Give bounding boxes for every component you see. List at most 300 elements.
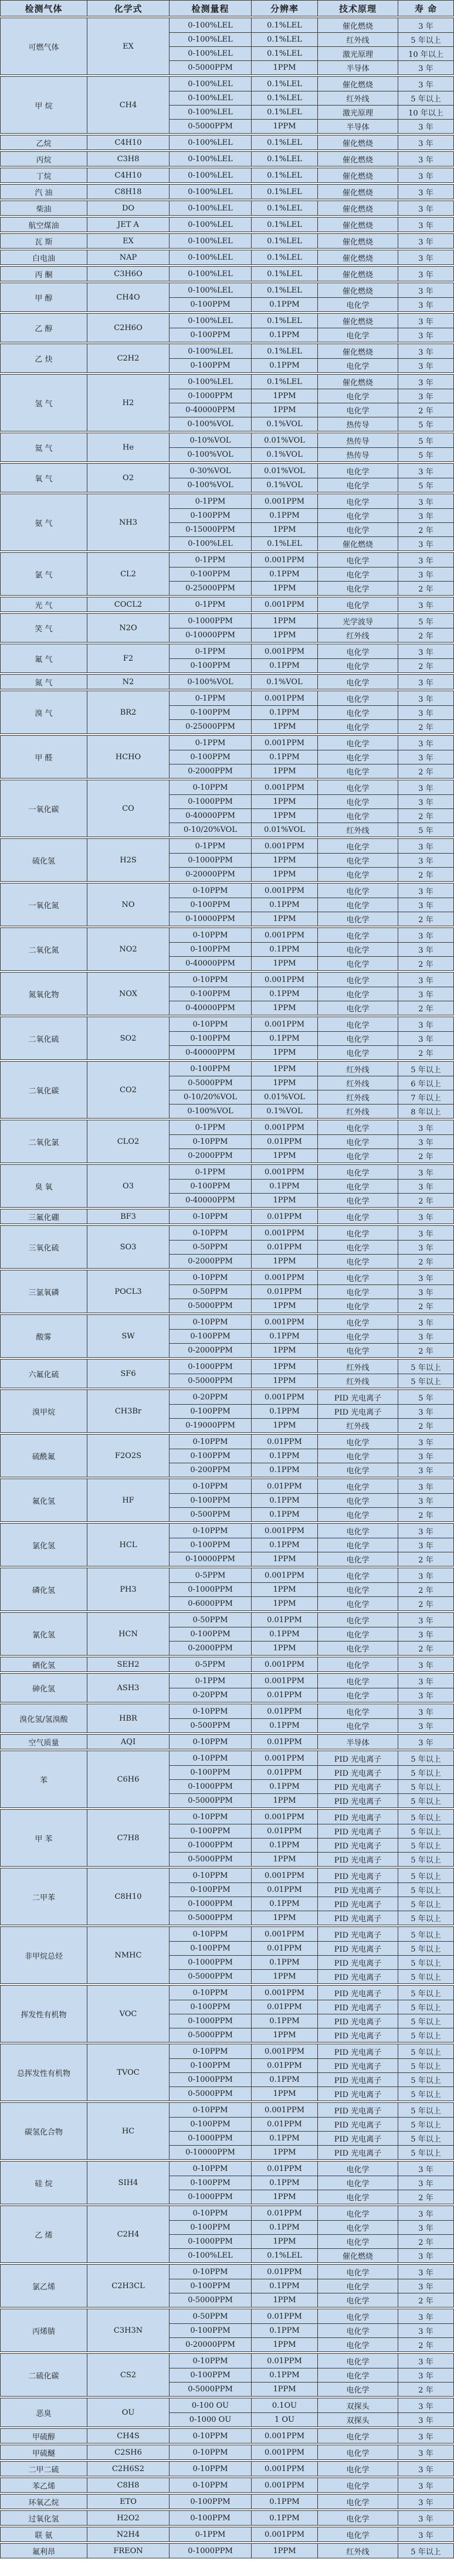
formula-cell: SEH2	[87, 1657, 169, 1671]
lifespan-cell: 3 年	[398, 2429, 453, 2443]
lifespan-cell: 3 年	[398, 1270, 453, 1284]
gas-group	[0, 1270, 454, 1313]
range-cell: 0-40000PPM	[169, 1045, 251, 1059]
principle-cell: 催化燃烧	[317, 536, 398, 550]
principle-cell: PID 光电离子	[317, 1852, 398, 1866]
formula-cell: AQI	[87, 1735, 169, 1749]
formula-cell: PH3	[87, 1568, 169, 1610]
gas-group	[0, 494, 454, 551]
resolution-cell: 0.001PPM	[251, 644, 317, 658]
principle-cell: 电化学	[317, 1134, 398, 1148]
resolution-cell: 0.001PPM	[251, 691, 317, 705]
range-cell: 0-1PPM	[169, 839, 251, 853]
principle-cell: 红外线	[317, 1062, 398, 1076]
resolution-cell: 0.1%VOL	[251, 1104, 317, 1118]
formula-cell: EX	[87, 234, 169, 248]
principle-cell: 电化学	[317, 494, 398, 508]
gas-name-cell: 六氟化硫	[28, 1370, 59, 1379]
principle-cell: 电化学	[317, 2462, 398, 2476]
principle-cell: 红外线	[317, 91, 398, 105]
lifespan-cell: 3 年	[398, 389, 453, 403]
lifespan-cell: 5 年以上	[398, 91, 453, 105]
range-cell: 0-100PPM	[169, 1404, 251, 1418]
resolution-cell: 0.1PPM	[251, 2072, 317, 2086]
range-cell: 0-20PPM	[169, 1688, 251, 1702]
formula-cell: DO	[87, 201, 169, 215]
formula-cell: C6H6	[87, 1751, 169, 1807]
lifespan-cell: 5 年以上	[398, 1941, 453, 1955]
formula-cell: CO	[87, 780, 169, 837]
gas-group	[0, 674, 454, 689]
gas-name-cell: 可燃气体	[28, 43, 59, 52]
gas-group	[0, 233, 454, 249]
lifespan-cell: 2 年	[398, 808, 453, 823]
gas-group	[0, 266, 454, 281]
resolution-cell: 0.01%VOL	[251, 1090, 317, 1104]
lifespan-cell: 2 年	[398, 1582, 453, 1596]
range-cell: 0-20PPM	[169, 1390, 251, 1404]
resolution-cell: 1PPM	[251, 1254, 317, 1268]
formula-cell: SW	[87, 1315, 169, 1357]
principle-cell: 电化学	[317, 1552, 398, 1566]
gas-group	[0, 217, 454, 232]
principle-cell: 电化学	[317, 1463, 398, 1477]
resolution-cell: 0.1PPM	[251, 508, 317, 522]
range-cell: 0-2000PPM	[169, 1254, 251, 1268]
resolution-cell: 1PPM	[251, 1641, 317, 1655]
formula-cell: JET A	[87, 218, 169, 232]
formula-cell: CLO2	[87, 1120, 169, 1163]
range-cell: 0-1PPM	[169, 1120, 251, 1134]
formula-cell: CH4	[87, 77, 169, 133]
range-cell: 0-5000PPM	[169, 1299, 251, 1313]
gas-group	[0, 1612, 454, 1656]
principle-cell: 电化学	[317, 912, 398, 926]
resolution-cell: 0.001PPM	[251, 553, 317, 567]
principle-cell: PID 光电离子	[317, 2103, 398, 2117]
principle-cell: 催化燃烧	[317, 2248, 398, 2262]
principle-cell: 电化学	[317, 808, 398, 823]
principle-cell: PID 光电离子	[317, 1911, 398, 1925]
lifespan-cell: 3 年	[398, 1568, 453, 1582]
resolution-cell: 0.1PPM	[251, 567, 317, 581]
gas-group	[0, 151, 454, 166]
lifespan-cell: 3 年	[398, 2248, 453, 2262]
range-cell: 0-100PPM	[169, 2220, 251, 2234]
resolution-cell: 0.001PPM	[251, 597, 317, 611]
formula-cell: NOX	[87, 973, 169, 1015]
formula-cell: He	[87, 433, 169, 461]
lifespan-cell: 3 年	[398, 1315, 453, 1329]
lifespan-cell: 3 年	[398, 283, 453, 297]
formula-cell: CO2	[87, 1062, 169, 1118]
range-cell: 0-100PPM	[169, 1882, 251, 1897]
lifespan-cell: 3 年	[398, 250, 453, 264]
resolution-cell: 0.1PPM	[251, 328, 317, 342]
range-cell: 0-100%LEL	[169, 201, 251, 215]
gas-name-cell: 乙烷	[36, 139, 52, 148]
gas-name-cell: 硒化氢	[32, 1661, 55, 1670]
lifespan-cell: 3 年	[398, 644, 453, 658]
resolution-cell: 0.001PPM	[251, 1927, 317, 1941]
lifespan-cell: 3 年	[398, 464, 453, 478]
formula-cell: BF3	[87, 1209, 169, 1224]
lifespan-cell: 3 年	[398, 152, 453, 166]
lifespan-cell: 5 年以上	[398, 2145, 453, 2159]
principle-cell: 电化学	[317, 2478, 398, 2492]
range-cell: 0-10PPM	[169, 1134, 251, 1148]
resolution-cell: 0.1%LEL	[251, 283, 317, 297]
resolution-cell: 0.1PPM	[251, 1897, 317, 1911]
principle-cell: 红外线	[317, 628, 398, 642]
range-cell: 0-100PPM	[169, 987, 251, 1001]
range-cell: 0-100%LEL	[169, 250, 251, 264]
range-cell: 0-2000PPM	[169, 1148, 251, 1163]
gas-group	[0, 1061, 454, 1119]
lifespan-cell: 3 年	[398, 987, 453, 1001]
formula-cell: ETO	[87, 2495, 169, 2509]
formula-cell: H2O2	[87, 2511, 169, 2525]
lifespan-cell: 3 年	[398, 1240, 453, 1254]
header-cell-resolution: 分辨率	[251, 1, 317, 16]
gas-group	[0, 2161, 454, 2204]
range-cell: 0-1PPM	[169, 1674, 251, 1688]
range-cell: 0-100%LEL	[169, 344, 251, 358]
gas-name-cell: 氟 气	[35, 655, 53, 664]
principle-cell: PID 光电离子	[317, 1765, 398, 1779]
resolution-cell: 0.1%LEL	[251, 91, 317, 105]
range-cell: 0-100%LEL	[169, 185, 251, 199]
principle-cell: 电化学	[317, 1209, 398, 1224]
gas-group	[0, 1734, 454, 1749]
principle-cell: 电化学	[317, 553, 398, 567]
principle-cell: 电化学	[317, 1641, 398, 1655]
gas-group	[0, 1523, 454, 1566]
principle-cell: 红外线	[317, 2544, 398, 2558]
formula-cell: C3H6O	[87, 267, 169, 281]
range-cell: 0-200PPM	[169, 1463, 251, 1477]
principle-cell: 电化学	[317, 750, 398, 764]
gas-group	[0, 1389, 454, 1433]
principle-cell: 电化学	[317, 2220, 398, 2234]
resolution-cell: 0.001PPM	[251, 839, 317, 853]
range-cell: 0-1000PPM	[169, 2072, 251, 2086]
range-cell: 0-2000PPM	[169, 764, 251, 778]
lifespan-cell: 3 年	[398, 18, 453, 32]
resolution-cell: 1PPM	[251, 808, 317, 823]
resolution-cell: 0.001PPM	[251, 494, 317, 508]
lifespan-cell: 3 年	[398, 2265, 453, 2279]
gas-group	[0, 691, 454, 734]
principle-cell: 双探头	[317, 2412, 398, 2427]
lifespan-cell: 3 年	[398, 2309, 453, 2323]
formula-cell: F2O2S	[87, 1435, 169, 1477]
resolution-cell: 1PPM	[251, 2234, 317, 2248]
formula-cell: C2H6S2	[87, 2462, 169, 2476]
lifespan-cell: 5 年以上	[398, 1838, 453, 1852]
gas-name-cell: 一氧化碳	[28, 805, 59, 814]
formula-cell: C2H6O	[87, 314, 169, 342]
resolution-cell: 0.1PPM	[251, 987, 317, 1001]
resolution-cell: 1PPM	[251, 2086, 317, 2101]
gas-group	[0, 1809, 454, 1867]
gas-name-cell: 酸雾	[36, 1333, 52, 1342]
lifespan-cell: 2 年	[398, 658, 453, 672]
lifespan-cell: 2 年	[398, 764, 453, 778]
gas-name-cell: 丙烷	[36, 155, 52, 165]
range-cell: 0-100%VOL	[169, 447, 251, 461]
principle-cell: PID 光电离子	[317, 2131, 398, 2145]
range-cell: 0-100PPM	[169, 1538, 251, 1552]
range-cell: 0-10PPM	[169, 1810, 251, 1824]
gas-name-cell: 一氧化氮	[28, 901, 59, 910]
principle-cell: 光学波导	[317, 614, 398, 628]
lifespan-cell: 5 年以上	[398, 1852, 453, 1866]
lifespan-cell: 3 年	[398, 77, 453, 91]
principle-cell: 催化燃烧	[317, 250, 398, 264]
resolution-cell: 0.001PPM	[251, 928, 317, 942]
resolution-cell: 1PPM	[251, 1299, 317, 1313]
range-cell: 0-5000PPM	[169, 1852, 251, 1866]
resolution-cell: 0.01PPM	[251, 1240, 317, 1254]
range-cell: 0-5000PPM	[169, 2382, 251, 2396]
principle-cell: 电化学	[317, 839, 398, 853]
lifespan-cell: 5 年以上	[398, 2544, 453, 2558]
formula-cell: TVOC	[87, 2044, 169, 2101]
principle-cell: 电化学	[317, 794, 398, 808]
range-cell: 0-100%LEL	[169, 18, 251, 32]
range-cell: 0-100%LEL	[169, 375, 251, 389]
lifespan-cell: 2 年	[398, 1552, 453, 1566]
resolution-cell: 0.001PPM	[251, 736, 317, 750]
resolution-cell: 0.1PPM	[251, 1507, 317, 1521]
formula-cell: ASH3	[87, 1674, 169, 1702]
resolution-cell: 0.1%LEL	[251, 218, 317, 232]
gas-group	[0, 2494, 454, 2509]
resolution-cell: 1PPM	[251, 1193, 317, 1207]
gas-name-cell: 丙烯腈	[32, 2327, 55, 2336]
formula-cell: C4H10	[87, 168, 169, 182]
gas-group	[0, 644, 454, 673]
principle-cell: 激光原理	[317, 46, 398, 60]
gas-name-cell: 甲硫醇	[32, 2432, 55, 2442]
lifespan-cell: 5 年以上	[398, 2044, 453, 2058]
gas-name-cell: 氰化氢	[32, 1630, 55, 1640]
resolution-cell: 0.01PPM	[251, 2117, 317, 2131]
range-cell: 0-100PPM	[169, 2495, 251, 2509]
range-cell: 0-100%LEL	[169, 2248, 251, 2262]
lifespan-cell: 5 年	[398, 433, 453, 447]
formula-cell: VOC	[87, 1986, 169, 2042]
range-cell: 0-10PPM	[169, 1704, 251, 1718]
principle-cell: 电化学	[317, 1657, 398, 1671]
formula-cell: HCHO	[87, 736, 169, 778]
range-cell: 0-10PPM	[169, 1479, 251, 1493]
lifespan-cell: 5 年	[398, 417, 453, 431]
gas-name-cell: 航空煤油	[28, 221, 59, 230]
principle-cell: 催化燃烧	[317, 218, 398, 232]
principle-cell: 电化学	[317, 2265, 398, 2279]
resolution-cell: 0.01PPM	[251, 1613, 317, 1627]
lifespan-cell: 3 年	[398, 597, 453, 611]
range-cell: 0-100PPM	[169, 297, 251, 311]
principle-cell: 电化学	[317, 1613, 398, 1627]
range-cell: 0-10PPM	[169, 1270, 251, 1284]
range-cell: 0-100%LEL	[169, 105, 251, 119]
lifespan-cell: 5 年以上	[398, 2117, 453, 2131]
gas-name-cell: 三氯氧磷	[28, 1288, 59, 1297]
range-cell: 0-10PPM	[169, 973, 251, 987]
gas-group	[0, 2264, 454, 2307]
principle-cell: 电化学	[317, 675, 398, 689]
range-cell: 0-100%LEL	[169, 46, 251, 60]
formula-cell: C8H8	[87, 2478, 169, 2492]
range-cell: 0-100%VOL	[169, 1104, 251, 1118]
range-cell: 0-10PPM	[169, 1751, 251, 1765]
range-cell: 0-1000PPM	[169, 614, 251, 628]
principle-cell: 电化学	[317, 942, 398, 956]
range-cell: 0-1000PPM	[169, 2234, 251, 2248]
resolution-cell: 0.1%LEL	[251, 375, 317, 389]
resolution-cell: 0.1%LEL	[251, 185, 317, 199]
range-cell: 0-100PPM	[169, 2323, 251, 2337]
lifespan-cell: 5 年以上	[398, 1955, 453, 1969]
lifespan-cell: 3 年	[398, 750, 453, 764]
resolution-cell: 0.01PPM	[251, 1765, 317, 1779]
range-cell: 0-2000PPM	[169, 1343, 251, 1357]
resolution-cell: 1PPM	[251, 1969, 317, 1983]
principle-cell: PID 光电离子	[317, 1824, 398, 1838]
resolution-cell: 0.001PPM	[251, 1315, 317, 1329]
formula-cell: OU	[87, 2398, 169, 2427]
range-cell: 0-10PPM	[169, 2478, 251, 2492]
gas-group	[0, 1359, 454, 1388]
principle-cell: 电化学	[317, 1240, 398, 1254]
principle-cell: 电化学	[317, 1449, 398, 1463]
gas-group	[0, 883, 454, 926]
range-cell: 0-10000PPM	[169, 628, 251, 642]
principle-cell: 电化学	[317, 2354, 398, 2368]
gas-group	[0, 1017, 454, 1060]
principle-cell: 电化学	[317, 1507, 398, 1521]
gas-name-cell: 汽 油	[35, 188, 53, 198]
range-cell: 0-1000PPM	[169, 1955, 251, 1969]
range-cell: 0-10PPM	[169, 1209, 251, 1224]
principle-cell: PID 光电离子	[317, 1955, 398, 1969]
lifespan-cell: 3 年	[398, 1120, 453, 1134]
gas-group	[0, 1985, 454, 2043]
gas-group	[0, 735, 454, 779]
principle-cell: 电化学	[317, 581, 398, 595]
formula-cell: F2	[87, 644, 169, 672]
lifespan-cell: 3 年	[398, 508, 453, 522]
principle-cell: 电化学	[317, 1493, 398, 1507]
resolution-cell: 0.01PPM	[251, 1479, 317, 1493]
lifespan-cell: 5 年以上	[398, 1868, 453, 1882]
range-cell: 0-10000PPM	[169, 912, 251, 926]
lifespan-cell: 3 年	[398, 2368, 453, 2382]
principle-cell: 电化学	[317, 2323, 398, 2337]
lifespan-cell: 3 年	[398, 168, 453, 182]
range-cell: 0-100%VOL	[169, 417, 251, 431]
range-cell: 0-500PPM	[169, 1507, 251, 1521]
formula-cell: N2H4	[87, 2527, 169, 2541]
formula-cell: NMHC	[87, 1927, 169, 1983]
principle-cell: PID 光电离子	[317, 2044, 398, 2058]
range-cell: 0-100%LEL	[169, 314, 251, 328]
range-cell: 0-1000PPM	[169, 1582, 251, 1596]
formula-cell: N2	[87, 675, 169, 689]
range-cell: 0-10PPM	[169, 883, 251, 898]
lifespan-cell: 2 年	[398, 522, 453, 536]
lifespan-cell: 3 年	[398, 1538, 453, 1552]
resolution-cell: 0.001PPM	[251, 2527, 317, 2541]
resolution-cell: 0.1%LEL	[251, 536, 317, 550]
gas-name-cell: 白电油	[32, 254, 55, 263]
gas-name-cell: 乙 烯	[35, 2231, 53, 2240]
principle-cell: 红外线	[317, 1076, 398, 1090]
lifespan-cell: 3 年	[398, 1674, 453, 1688]
resolution-cell: 1PPM	[251, 1062, 317, 1076]
lifespan-cell: 3 年	[398, 1718, 453, 1732]
resolution-cell: 1PPM	[251, 389, 317, 403]
gas-name-cell: 氨 气	[35, 519, 53, 528]
lifespan-cell: 3 年	[398, 705, 453, 719]
resolution-cell: 0.001PPM	[251, 2445, 317, 2459]
lifespan-cell: 5 年以上	[398, 2014, 453, 2028]
range-cell: 0-30%VOL	[169, 464, 251, 478]
principle-cell: PID 光电离子	[317, 2014, 398, 2028]
lifespan-cell: 3 年	[398, 2495, 453, 2509]
lifespan-cell: 3 年	[398, 567, 453, 581]
range-cell: 0-10PPM	[169, 2462, 251, 2476]
lifespan-cell: 3 年	[398, 780, 453, 794]
principle-cell: PID 光电离子	[317, 1897, 398, 1911]
principle-cell: 电化学	[317, 987, 398, 1001]
lifespan-cell: 3 年	[398, 1613, 453, 1627]
lifespan-cell: 5 年	[398, 478, 453, 492]
principle-cell: PID 光电离子	[317, 2072, 398, 2086]
gas-name-cell: 氧 气	[35, 474, 53, 484]
principle-cell: 电化学	[317, 522, 398, 536]
lifespan-cell: 5 年以上	[398, 1374, 453, 1388]
formula-cell: POCL3	[87, 1270, 169, 1313]
principle-cell: 电化学	[317, 2429, 398, 2443]
gas-name-cell: 溴化氢/氢溴酸	[19, 1715, 68, 1724]
lifespan-cell: 3 年	[398, 2412, 453, 2427]
gas-name-cell: 苯	[39, 1776, 48, 1785]
lifespan-cell: 2 年	[398, 867, 453, 881]
principle-cell: 电化学	[317, 973, 398, 987]
resolution-cell: 1PPM	[251, 2544, 317, 2558]
range-cell: 0-10PPM	[169, 2265, 251, 2279]
lifespan-cell: 5 年以上	[398, 2072, 453, 2086]
formula-cell: EX	[87, 18, 169, 74]
lifespan-cell: 2 年	[398, 403, 453, 417]
range-cell: 0-50PPM	[169, 1613, 251, 1627]
principle-cell: 电化学	[317, 297, 398, 311]
lifespan-cell: 3 年	[398, 1688, 453, 1702]
gas-name-cell: 二氧化硫	[28, 1035, 59, 1044]
range-cell: 0-40000PPM	[169, 808, 251, 823]
resolution-cell: 0.1PPM	[251, 1404, 317, 1418]
gas-name-cell: 氯乙烯	[32, 2282, 55, 2292]
range-cell: 0-50PPM	[169, 2309, 251, 2323]
range-cell: 0-5000PPM	[169, 1969, 251, 1983]
principle-cell: 热传导	[317, 417, 398, 431]
formula-cell: C3H3N	[87, 2309, 169, 2351]
range-cell: 0-10PPM	[169, 1315, 251, 1329]
